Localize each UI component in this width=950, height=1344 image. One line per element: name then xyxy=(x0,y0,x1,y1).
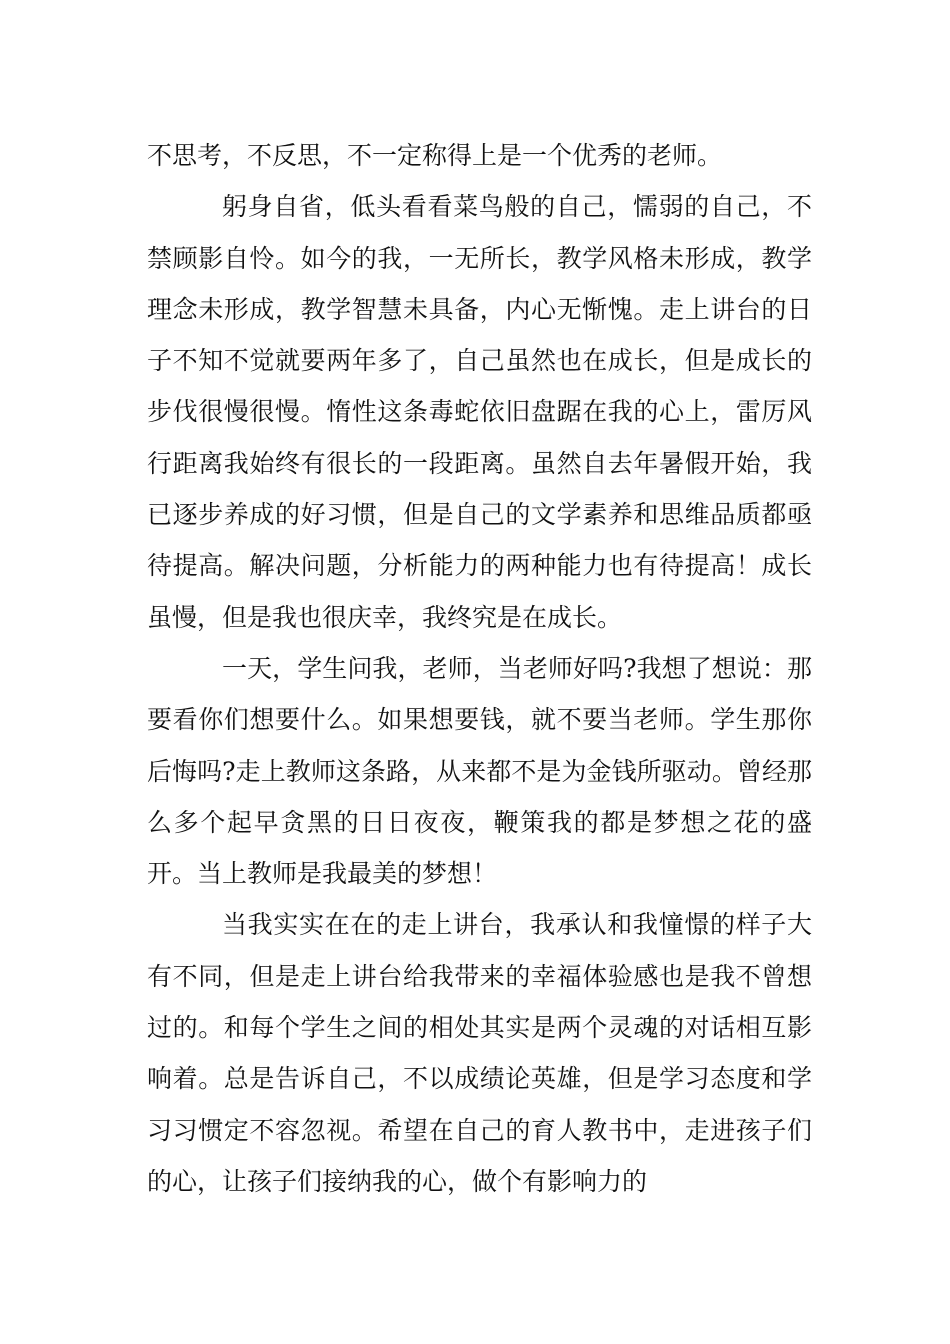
paragraph-4: 当我实实在在的走上讲台，我承认和我憧憬的样子大有不同，但是走上讲台给我带来的幸福体验感也是我不曾想过的。和每个学生之间的相处其实是两个灵魂的对话相互影响着。总是告诉自己，不以成绩论英雄，但是学习态度和学习习惯定不容忽视。希望在自己的育人教书中，走进孩子们的心，让孩子们接纳我的心，做个有影响力的 xyxy=(147,910,812,1196)
paragraph-2: 躬身自省，低头看看菜鸟般的自己，懦弱的自己，不禁顾影自怜。如今的我，一无所长，教学风格未形成，教学理念未形成，教学智慧未具备，内心无惭愧。走上讲台的日子不知不觉就要两年多了，自己虽然也在成长，但是成长的步伐很慢很慢。惰性这条毒蛇依旧盘踞在我的心上，雷厉风行距离我始终有很长的一段距离。虽然自去年暑假开始，我已逐步养成的好习惯，但是自己的文学素养和思维品质都亟待提高。解决问题，分析能力的两种能力也有待提高！成长虽慢，但是我也很庆幸，我终究是在成长。 xyxy=(147,192,812,632)
document-body xyxy=(147,130,812,1207)
paragraph-3: 一天，学生问我，老师，当老师好吗?我想了想说：那要看你们想要什么。如果想要钱，就不要当老师。学生那你后悔吗?走上教师这条路，从来都不是为金钱所驱动。曾经那么多个起早贪黑的日日夜夜，鞭策我的都是梦想之花的盛开。当上教师是我最美的梦想！ xyxy=(147,653,812,889)
paragraph-1: 不思考，不反思，不一定称得上是一个优秀的老师。 xyxy=(147,141,723,170)
